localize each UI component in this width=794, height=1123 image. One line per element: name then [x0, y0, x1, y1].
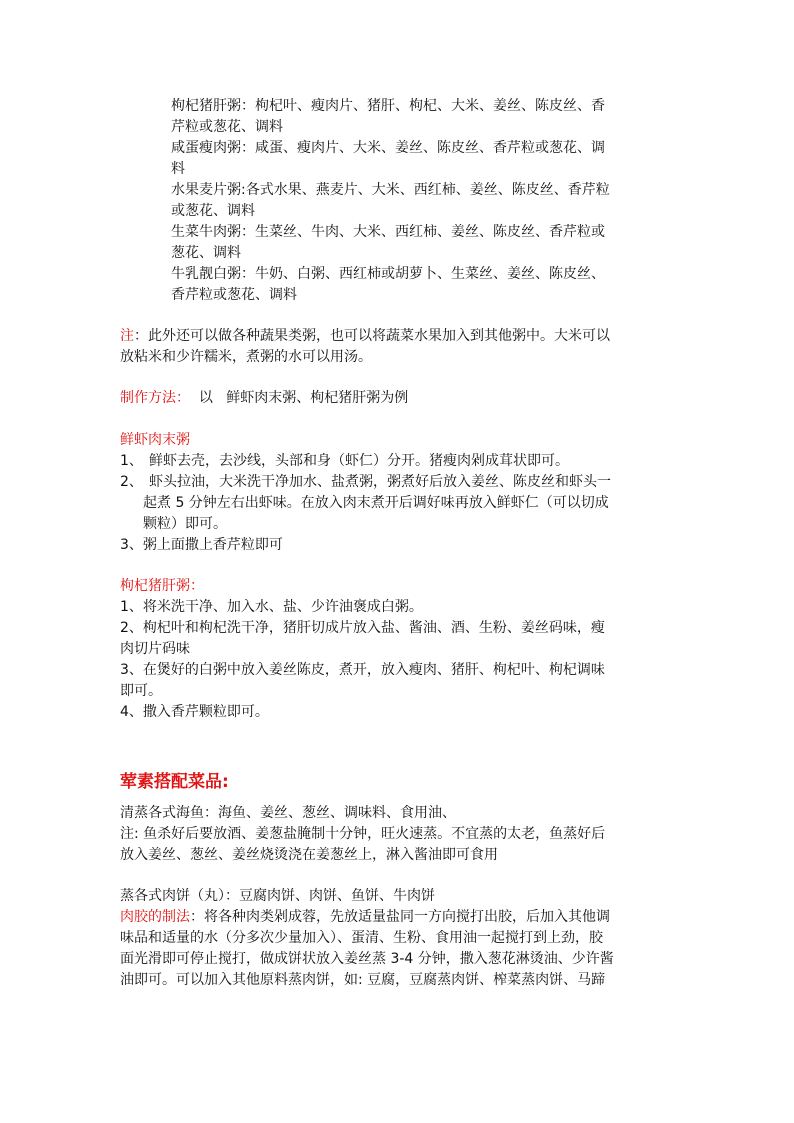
ingredient-line: 芹粒或葱花、调料 — [171, 119, 283, 135]
dish-line: 蒸各式肉饼（丸）：豆腐肉饼、肉饼、鱼饼、牛肉饼 — [120, 888, 435, 904]
note-label: 注 — [120, 328, 134, 344]
dish-line: 味品和适量的水（分多次少量加入）、蛋清、生粉、食用油一起搅打到上劲，胶 — [120, 930, 603, 946]
note-line: 放粘米和少许糯米，煮粥的水可以用汤。 — [120, 349, 372, 365]
dish-line: 清蒸各式海鱼：海鱼、姜丝、葱丝、调味料、食用油、 — [120, 805, 456, 821]
method-label: 制作方法： — [120, 390, 190, 406]
dish-line: 油即可。可以加入其他原料蒸肉饼，如: 豆腐，豆腐蒸肉饼、榨菜蒸肉饼、马蹄 — [120, 972, 606, 988]
ingredient-line: 牛乳靓白粥：牛奶、白粥、西红柿或胡萝卜、生菜丝、姜丝、陈皮丝、 — [171, 266, 605, 282]
dish-line: 放入姜丝、葱丝、姜丝烧烫浇在姜葱丝上，淋入酱油即可食用 — [120, 847, 498, 863]
liver-congee-title: 枸杞猪肝粥： — [120, 578, 204, 594]
shrimp-congee-title: 鲜虾肉末粥 — [120, 432, 190, 448]
step-text: 即可。 — [120, 683, 162, 699]
ingredient-line: 料 — [171, 161, 185, 177]
ingredient-line: 或葱花、调料 — [171, 203, 255, 219]
method-text: 以 鲜虾肉末粥、枸杞猪肝粥为例 — [190, 390, 409, 406]
ingredient-line: 水果麦片粥:各式水果、燕麦片、大米、西红柿、姜丝、陈皮丝、香芹粒 — [171, 182, 610, 198]
meat-paste-text: ：将各种肉类剁成蓉，先放适量盐同一方向搅打出胶，后加入其他调 — [190, 909, 610, 925]
ingredient-line: 枸杞猪肝粥：枸杞叶、瘦肉片、猪肝、枸杞、大米、姜丝、陈皮丝、香 — [171, 98, 605, 114]
step-text: 2、枸杞叶和枸杞洗干净，猪肝切成片放入盐、酱油、酒、生粉、姜丝码味，瘦 — [120, 620, 605, 636]
ingredient-line: 香芹粒或葱花、调料 — [171, 287, 297, 303]
step-text: 颗粒）即可。 — [143, 516, 227, 532]
meat-paste-label: 肉胶的制法 — [120, 909, 190, 925]
step-text: 起煮 5 分钟左右出虾味。在放入肉末煮开后调好味再放入鲜虾仁（可以切成 — [143, 495, 609, 511]
step-text: 4、撒入香芹颗粒即可。 — [120, 704, 269, 720]
dish-line: 注: 鱼杀好后要放酒、姜葱盐腌制十分钟，旺火速蒸。不宜蒸的太老，鱼蒸好后 — [120, 826, 606, 842]
ingredient-line: 咸蛋瘦肉粥：咸蛋、瘦肉片、大米、姜丝、陈皮丝、香芹粒或葱花、调 — [171, 140, 605, 156]
note-text: ：此外还可以做各种蔬果类粥，也可以将蔬菜水果加入到其他粥中。大米可以 — [134, 328, 610, 344]
step-number: 1、 — [120, 453, 143, 469]
dish-line: 面光滑即可停止搅打，做成饼状放入姜丝蒸 3-4 分钟，撒入葱花淋烫油、少许酱 — [120, 951, 614, 967]
section-title: 荤素搭配菜品: — [120, 772, 229, 792]
step-number: 2、 — [120, 474, 143, 490]
step-text: 3、粥上面撒上香芹粒即可 — [120, 537, 283, 553]
step-text: 1、将米洗干净、加入水、盐、少许油褒成白粥。 — [120, 599, 423, 615]
note-line — [120, 326, 680, 347]
step-text: 鲜虾去壳，去沙线，头部和身（虾仁）分开。猪瘦肉剁成茸状即可。 — [149, 453, 569, 469]
step-text: 肉切片码味 — [120, 641, 190, 657]
method-line — [120, 388, 680, 409]
ingredient-line: 葱花、调料 — [171, 245, 241, 261]
step-text: 3、在煲好的白粥中放入姜丝陈皮，煮开，放入瘦肉、猪肝、枸杞叶、枸杞调味 — [120, 662, 605, 678]
dish-line — [120, 907, 680, 928]
step-text: 虾头拉油，大米洗干净加水、盐煮粥，粥煮好后放入姜丝、陈皮丝和虾头一 — [149, 474, 611, 490]
ingredient-line: 生菜牛肉粥：生菜丝、牛肉、大米、西红柿、姜丝、陈皮丝、香芹粒或 — [171, 224, 605, 240]
